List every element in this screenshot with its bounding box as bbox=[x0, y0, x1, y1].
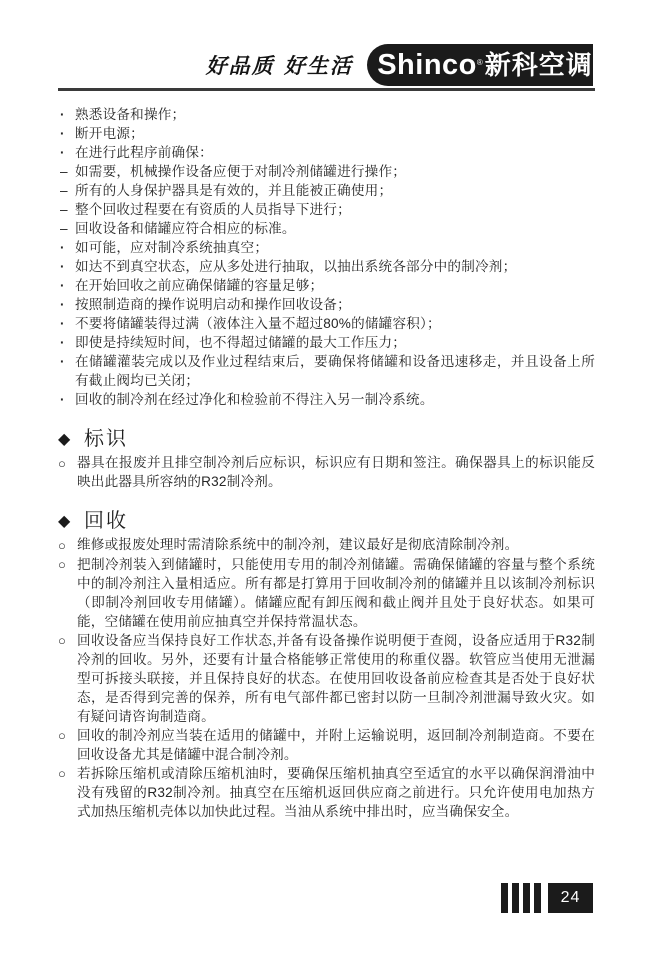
paragraph-row bbox=[58, 764, 595, 821]
circle-marker-icon: ○ bbox=[58, 633, 67, 648]
list-item bbox=[58, 105, 595, 124]
circle-marker-icon: ○ bbox=[58, 728, 67, 743]
list-item bbox=[58, 295, 595, 314]
section-title-row bbox=[58, 430, 595, 449]
dash-marker-icon: – bbox=[60, 202, 68, 217]
bullet-text: 回收的制冷剂在经过净化和检验前不得注入另一制冷系统。 bbox=[75, 392, 434, 407]
shinco-wordmark: Shinco bbox=[377, 48, 477, 81]
bullet-text: 如达不到真空状态，应从多处进行抽取，以抽出系统各部分中的制冷剂； bbox=[75, 259, 517, 274]
dash-marker-icon: – bbox=[60, 164, 68, 179]
page-content bbox=[58, 105, 595, 821]
header bbox=[0, 0, 650, 86]
section-title-row bbox=[58, 512, 595, 531]
list-item bbox=[58, 314, 595, 333]
paragraph-text: 回收设备应当保持良好工作状态,并备有设备操作说明便于查阅，设备应适用于R32制冷剂的回收。另外，还要有计量合格能够正常使用的称重仪器。软管应当使用无泄漏型可拆接头联接，并且保持良好的状态。在使用回收设备前应检查其是否处于良好状态，是否得到完善的保养，所有电气部件都已密封以防一旦制冷剂泄漏导致火灾。如有疑问请咨询制造商。 bbox=[77, 632, 595, 724]
dot-marker-icon: · bbox=[60, 145, 65, 160]
paragraph-text: 回收的制冷剂应当装在适用的储罐中，并附上运输说明，返回制冷剂制造商。不要在回收设备尤其是储罐中混合制冷剂。 bbox=[77, 727, 595, 762]
list-item bbox=[58, 162, 595, 181]
registered-trademark-icon: ® bbox=[476, 58, 483, 67]
page-bars bbox=[501, 883, 548, 913]
brand-slogan: 好品质 好生活 bbox=[205, 53, 353, 78]
bullet-text: 如可能，应对制冷系统抽真空； bbox=[75, 240, 269, 255]
brand-bar bbox=[367, 44, 593, 86]
paragraph-row bbox=[58, 535, 595, 555]
diamond-icon: ◆ bbox=[58, 512, 71, 530]
circle-marker-icon: ○ bbox=[58, 537, 67, 553]
page-number-box bbox=[548, 883, 593, 913]
dot-marker-icon: · bbox=[60, 392, 65, 407]
list-item bbox=[58, 390, 595, 409]
paragraph-row bbox=[58, 453, 595, 491]
bullet-text: 所有的人身保护器具是有效的，并且能被正确使用； bbox=[75, 183, 393, 198]
section-recovery bbox=[58, 512, 595, 821]
list-item bbox=[58, 200, 595, 219]
diamond-icon: ◆ bbox=[58, 430, 71, 448]
dash-marker-icon: – bbox=[60, 183, 68, 198]
bullet-text: 如需要，机械操作设备应便于对制冷剂储罐进行操作； bbox=[75, 164, 407, 179]
list-item bbox=[58, 238, 595, 257]
circle-marker-icon: ○ bbox=[58, 557, 67, 572]
list-item bbox=[58, 219, 595, 238]
circle-marker-icon: ○ bbox=[58, 766, 67, 781]
paragraph-text: 若拆除压缩机或清除压缩机油时，要确保压缩机抽真空至适宜的水平以确保润滑油中没有残留的R32制冷剂。抽真空在压缩机返回供应商之前进行。只允许使用电加热方式加热压缩机壳体以加快此过程。当油从系统中排出时，应当确保安全。 bbox=[77, 765, 595, 819]
list-item bbox=[58, 276, 595, 295]
dot-marker-icon: · bbox=[60, 259, 65, 274]
paragraph-text: 把制冷剂装入到储罐时，只能使用专用的制冷剂储罐。需确保储罐的容量与整个系统中的制冷剂注入量相适应。所有都是打算用于回收制冷剂的储罐并且以该制冷剂标识（即制冷剂回收专用储罐）。储罐应配有卸压阀和截止阀并且处于良好状态。如果可能，空储罐在使用前应抽真空并保持常温状态。 bbox=[77, 556, 595, 629]
list-item bbox=[58, 333, 595, 352]
bullet-text: 按照制造商的操作说明启动和操作回收设备； bbox=[75, 297, 351, 312]
section-identification bbox=[58, 430, 595, 491]
section-title: 回收 bbox=[84, 510, 128, 532]
list-item bbox=[58, 257, 595, 276]
circle-marker-icon: ○ bbox=[58, 455, 67, 471]
paragraph-row bbox=[58, 726, 595, 764]
paragraph-row bbox=[58, 631, 595, 726]
dot-marker-icon: · bbox=[60, 335, 65, 350]
header-divider bbox=[58, 88, 595, 91]
bullet-text: 在储罐灌装完成以及作业过程结束后，要确保将储罐和设备迅速移走，并且设备上所有截止阀均已关闭； bbox=[75, 354, 595, 388]
paragraph-row bbox=[58, 555, 595, 631]
bullet-text: 熟悉设备和操作； bbox=[75, 107, 186, 122]
bullet-list bbox=[58, 105, 595, 409]
footer-bar bbox=[512, 883, 519, 913]
footer-bar bbox=[523, 883, 530, 913]
dot-marker-icon: · bbox=[60, 240, 65, 255]
dot-marker-icon: · bbox=[60, 107, 65, 122]
brand-cn-wordmark: 新科空调 bbox=[484, 50, 593, 80]
dash-marker-icon: – bbox=[60, 221, 68, 236]
bullet-text: 在开始回收之前应确保储罐的容量足够； bbox=[75, 278, 324, 293]
paragraph-text: 维修或报废处理时需清除系统中的制冷剂，建议最好是彻底清除制冷剂。 bbox=[77, 537, 519, 552]
list-item bbox=[58, 143, 595, 162]
bullet-text: 不要将储罐装得过满（液体注入量不超过80%的储罐容积）； bbox=[75, 316, 441, 331]
bullet-text: 整个回收过程要在有资质的人员指导下进行； bbox=[75, 202, 351, 217]
bullet-text: 回收设备和储罐应符合相应的标准。 bbox=[75, 221, 296, 236]
list-item bbox=[58, 352, 595, 390]
footer bbox=[501, 883, 593, 913]
dot-marker-icon: · bbox=[60, 278, 65, 293]
dot-marker-icon: · bbox=[60, 297, 65, 312]
list-item bbox=[58, 181, 595, 200]
page-number: 24 bbox=[560, 889, 581, 906]
bullet-text: 断开电源； bbox=[75, 126, 144, 141]
footer-bar bbox=[534, 883, 541, 913]
section-title: 标识 bbox=[84, 428, 128, 450]
bullet-text: 即使是持续短时间，也不得超过储罐的最大工作压力； bbox=[75, 335, 407, 350]
list-item bbox=[58, 124, 595, 143]
dot-marker-icon: · bbox=[60, 354, 65, 369]
dot-marker-icon: · bbox=[60, 126, 65, 141]
bullet-text: 在进行此程序前确保： bbox=[75, 145, 213, 160]
paragraph-text: 器具在报废并且排空制冷剂后应标识，标识应有日期和签注。确保器具上的标识能反映出此器具所容纳的R32制冷剂。 bbox=[77, 455, 595, 489]
dot-marker-icon: · bbox=[60, 316, 65, 331]
sections bbox=[58, 430, 595, 821]
footer-bar bbox=[501, 883, 508, 913]
